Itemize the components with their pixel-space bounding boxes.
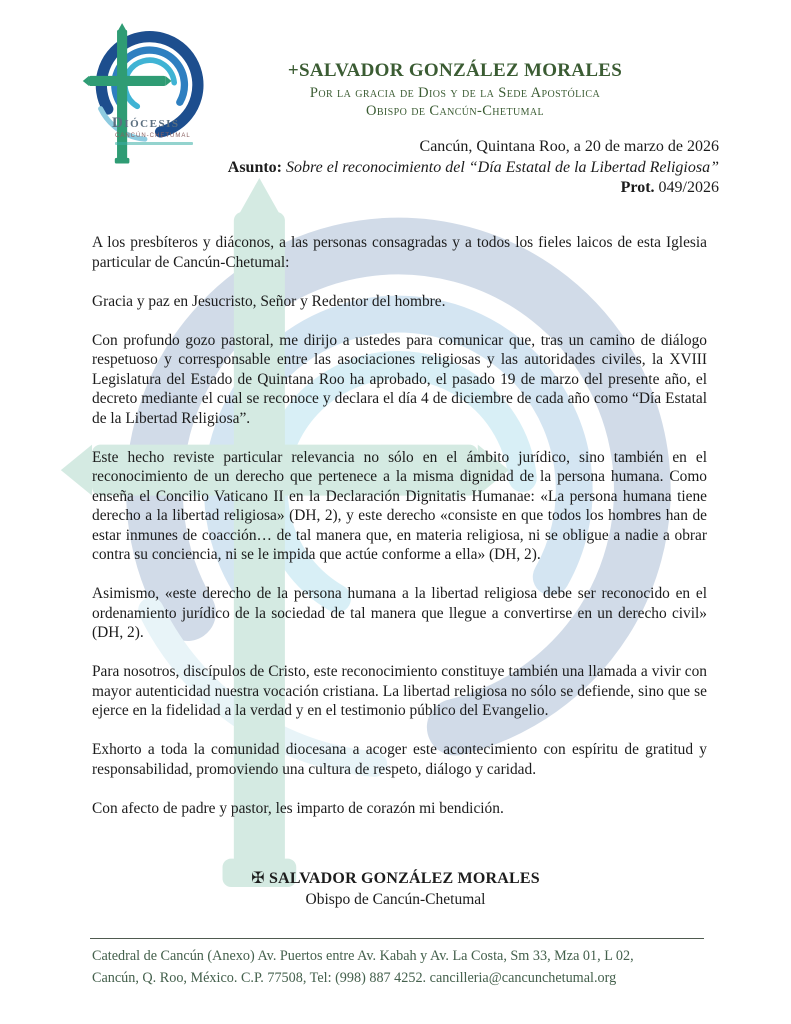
paragraph-greeting: Gracia y paz en Jesucristo, Señor y Redentor del hombre.: [92, 292, 446, 310]
signature-name: ✠ SALVADOR GONZÁLEZ MORALES: [251, 870, 540, 887]
subject-label: Asunto:: [227, 158, 282, 176]
logo-title: Diócesis: [112, 115, 180, 131]
paragraph-disciples: Para nosotros, discípulos de Cristo, este reconocimiento constituye también una llamada a vivir con mayor autenticidad nuestra vocación cristiana. La libertad religiosa no sólo se defiende, sino que se ejerce en la fidelidad a la verdad y en el testimonio público del Evangelio.: [92, 663, 707, 719]
subject-line: [92, 158, 719, 179]
protocol-label: Prot.: [620, 179, 655, 196]
dateline: Cancún, Quintana Roo, a 20 de marzo de 2026: [419, 138, 719, 155]
letterhead: [215, 60, 695, 120]
footer-divider: [90, 938, 704, 939]
subject-text: Sobre el reconocimiento del “Día Estatal de la Libertad Religiosa”: [282, 158, 719, 176]
letterhead-grace-line: Por la gracia de Dios y de la Sede Apostólica: [309, 85, 601, 101]
logo-subtitle: CANCÚN-CHETUMAL: [115, 133, 191, 139]
protocol-line: [92, 178, 719, 199]
footer-address-line2: Cancún, Q. Roo, México. C.P. 77508, Tel: (998) 887 4252. cancilleria@cancunchetumal.org: [92, 969, 617, 986]
letter-meta: [92, 137, 719, 199]
paragraph-announcement: Con profundo gozo pastoral, me dirijo a ustedes para comunicar que, tras un camino de diálogo respetuoso y corresponsable entre las asociaciones religiosas y las autoridades civiles, la XVIII Legislatura del Estado de Quintana Roo ha aprobado, el pasado 19 de marzo del presente año, el decreto mediante el cual se reconoce y declara el día 4 de diciembre de cada año como “Día Estatal de la Libertad Religiosa”.: [92, 331, 707, 427]
footer-address: [92, 946, 712, 989]
paragraph-dignitatis-humanae: Este hecho reviste particular relevancia no sólo en el ámbito jurídico, sino también en el reconocimiento de un derecho que pertenece a la misma dignidad de la persona humana. Como enseña el Concilio Vaticano II en la Declaración Dignitatis Humanae: «La persona humana tiene derecho a la libertad religiosa» (DH, 2), y este derecho «consiste en que todos los hombres han de estar inmunes de coacción… de tal manera que, en materia religiosa, ni se obligue a nadie a obrar contra su conciencia, ni se le impida que actúe conforme a ella» (DH, 2).: [92, 448, 707, 563]
paragraph-exhortation: Exhorto a toda la comunidad diocesana a acoger este acontecimiento con espíritu de gratitud y responsabilidad, promoviendo una cultura de respeto, diálogo y caridad.: [92, 741, 707, 778]
paragraph-blessing: Con afecto de padre y pastor, les imparto de corazón mi bendición.: [92, 799, 504, 817]
signature-block: [0, 868, 791, 909]
paragraph-civil-right: Asimismo, «este derecho de la persona humana a la libertad religiosa debe ser reconocido en el ordenamiento jurídico de la sociedad de tal manera que llegue a convertirse en un derecho civil» (DH, 2).: [92, 585, 707, 641]
paragraph-salutation: A los presbíteros y diáconos, a las personas consagradas y a todos los fieles laicos de esta Iglesia particular de Cancún-Chetumal:: [92, 234, 707, 271]
protocol-number: 049/2026: [654, 179, 719, 196]
letter-body: [92, 233, 707, 838]
bishop-name-heading: +SALVADOR GONZÁLEZ MORALES: [287, 60, 623, 81]
letterhead-title-line: Obispo de Cancún-Chetumal: [365, 103, 544, 119]
footer-address-line1: Catedral de Cancún (Anexo) Av. Puertos entre Av. Kabah y Av. La Costa, Sm 33, Mza 01, L 02,: [92, 948, 634, 964]
signature-title: Obispo de Cancún-Chetumal: [305, 891, 486, 908]
